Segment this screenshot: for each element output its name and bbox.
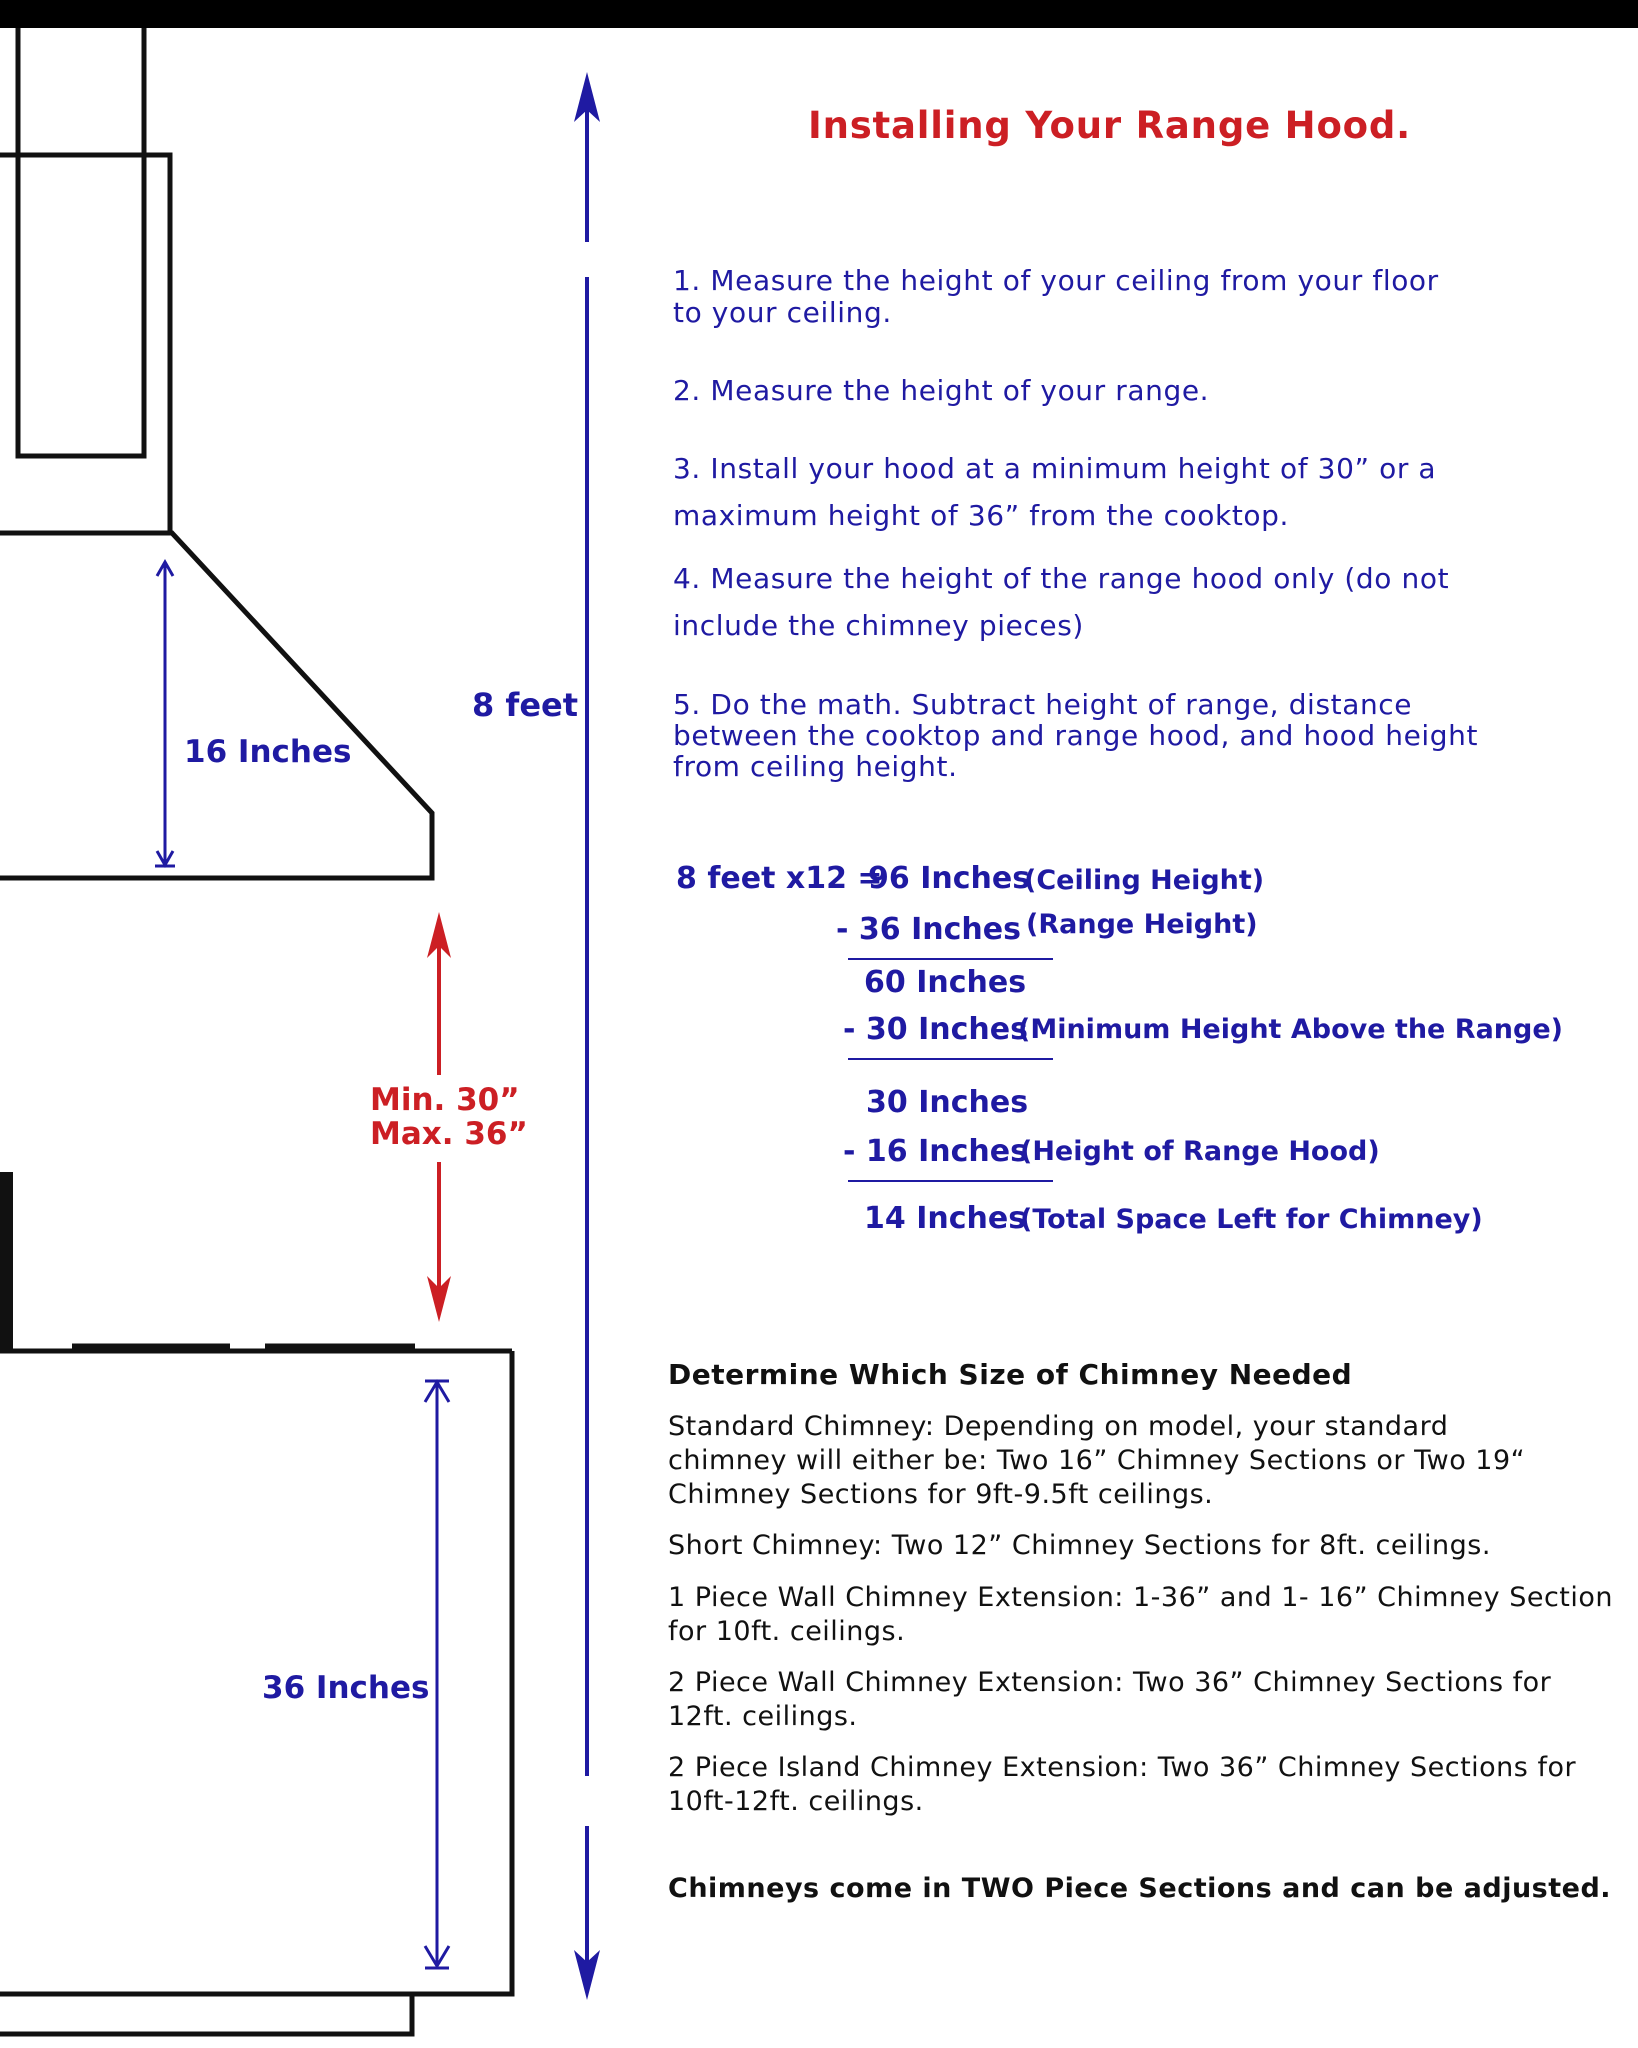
chimney-item-3-line-2: for 10ft. ceilings. xyxy=(668,1616,906,1647)
calc-rule-2 xyxy=(848,1058,1053,1060)
total-height-label: 8 feet xyxy=(472,686,579,724)
calc-rule-3 xyxy=(848,1180,1053,1182)
chimney-footer-note: Chimneys come in TWO Piece Sections and can be adjusted. xyxy=(668,1873,1612,1904)
hood-height-label: 16 Inches xyxy=(184,734,352,770)
step-5-line-3: from ceiling height. xyxy=(673,750,958,783)
calc-rule-1 xyxy=(848,958,1053,960)
step-3-line-2: maximum height of 36” from the cooktop. xyxy=(673,499,1290,532)
chimney-item-1-line-1: Standard Chimney: Depending on model, your standard xyxy=(668,1411,1449,1442)
calc-note-1: (Ceiling Height) xyxy=(1024,865,1265,896)
calc-prefix: 8 feet x12 = xyxy=(676,861,883,896)
step-5-line-1: 5. Do the math. Subtract height of range, distance xyxy=(673,688,1413,721)
step-1-line-2: to your ceiling. xyxy=(673,296,892,329)
chimney-item-4-line-1: 2 Piece Wall Chimney Extension: Two 36” Chimney Sections for xyxy=(668,1667,1552,1698)
clearance-min-label: Min. 30” xyxy=(370,1082,520,1118)
calc-note-6: (Height of Range Hood) xyxy=(1020,1136,1380,1167)
calc-value-1: 96 Inches xyxy=(868,861,1031,896)
calc-note-2: (Range Height) xyxy=(1026,909,1258,940)
range-height-label: 36 Inches xyxy=(262,1670,430,1706)
chimney-item-5-line-1: 2 Piece Island Chimney Extension: Two 36” Chimney Sections for xyxy=(668,1752,1577,1783)
hood-height-arrow xyxy=(155,562,175,866)
chimney-item-1-line-3: Chimney Sections for 9ft-9.5ft ceilings. xyxy=(668,1479,1214,1510)
calc-value-5: 30 Inches xyxy=(866,1085,1029,1120)
clearance-max-label: Max. 36” xyxy=(370,1116,528,1152)
step-1-line-1: 1. Measure the height of your ceiling from your floor xyxy=(673,264,1439,297)
step-5-line-2: between the cooktop and range hood, and hood height xyxy=(673,719,1479,752)
chimney-outline xyxy=(0,28,170,533)
chimney-item-5-line-2: 10ft-12ft. ceilings. xyxy=(668,1786,924,1817)
calc-note-4: (Minimum Height Above the Range) xyxy=(1018,1014,1563,1045)
page-title: Installing Your Range Hood. xyxy=(808,104,1412,147)
hood-outline xyxy=(0,533,432,878)
chimney-heading: Determine Which Size of Chimney Needed xyxy=(668,1358,1353,1391)
calc-value-6: - 16 Inches xyxy=(843,1134,1028,1169)
chimney-item-2: Short Chimney: Two 12” Chimney Sections for 8ft. ceilings. xyxy=(668,1530,1491,1561)
chimney-item-4-line-2: 12ft. ceilings. xyxy=(668,1701,858,1732)
calc-value-7: 14 Inches xyxy=(864,1201,1027,1236)
chimney-item-1-line-2: chimney will either be: Two 16” Chimney Sections or Two 19“ xyxy=(668,1445,1526,1476)
total-height-arrow xyxy=(574,72,600,2000)
step-2: 2. Measure the height of your range. xyxy=(673,374,1210,407)
calc-value-3: 60 Inches xyxy=(864,965,1027,1000)
step-4-line-2: include the chimney pieces) xyxy=(673,609,1084,642)
calc-note-7: (Total Space Left for Chimney) xyxy=(1020,1204,1483,1235)
calc-value-4: - 30 Inches xyxy=(843,1012,1028,1047)
chimney-item-3-line-1: 1 Piece Wall Chimney Extension: 1-36” and 1- 16” Chimney Section xyxy=(668,1582,1614,1613)
step-3-line-1: 3. Install your hood at a minimum height of 30” or a xyxy=(673,452,1437,485)
step-4-line-1: 4. Measure the height of the range hood only (do not xyxy=(673,562,1450,595)
calc-value-2: - 36 Inches xyxy=(836,912,1021,947)
